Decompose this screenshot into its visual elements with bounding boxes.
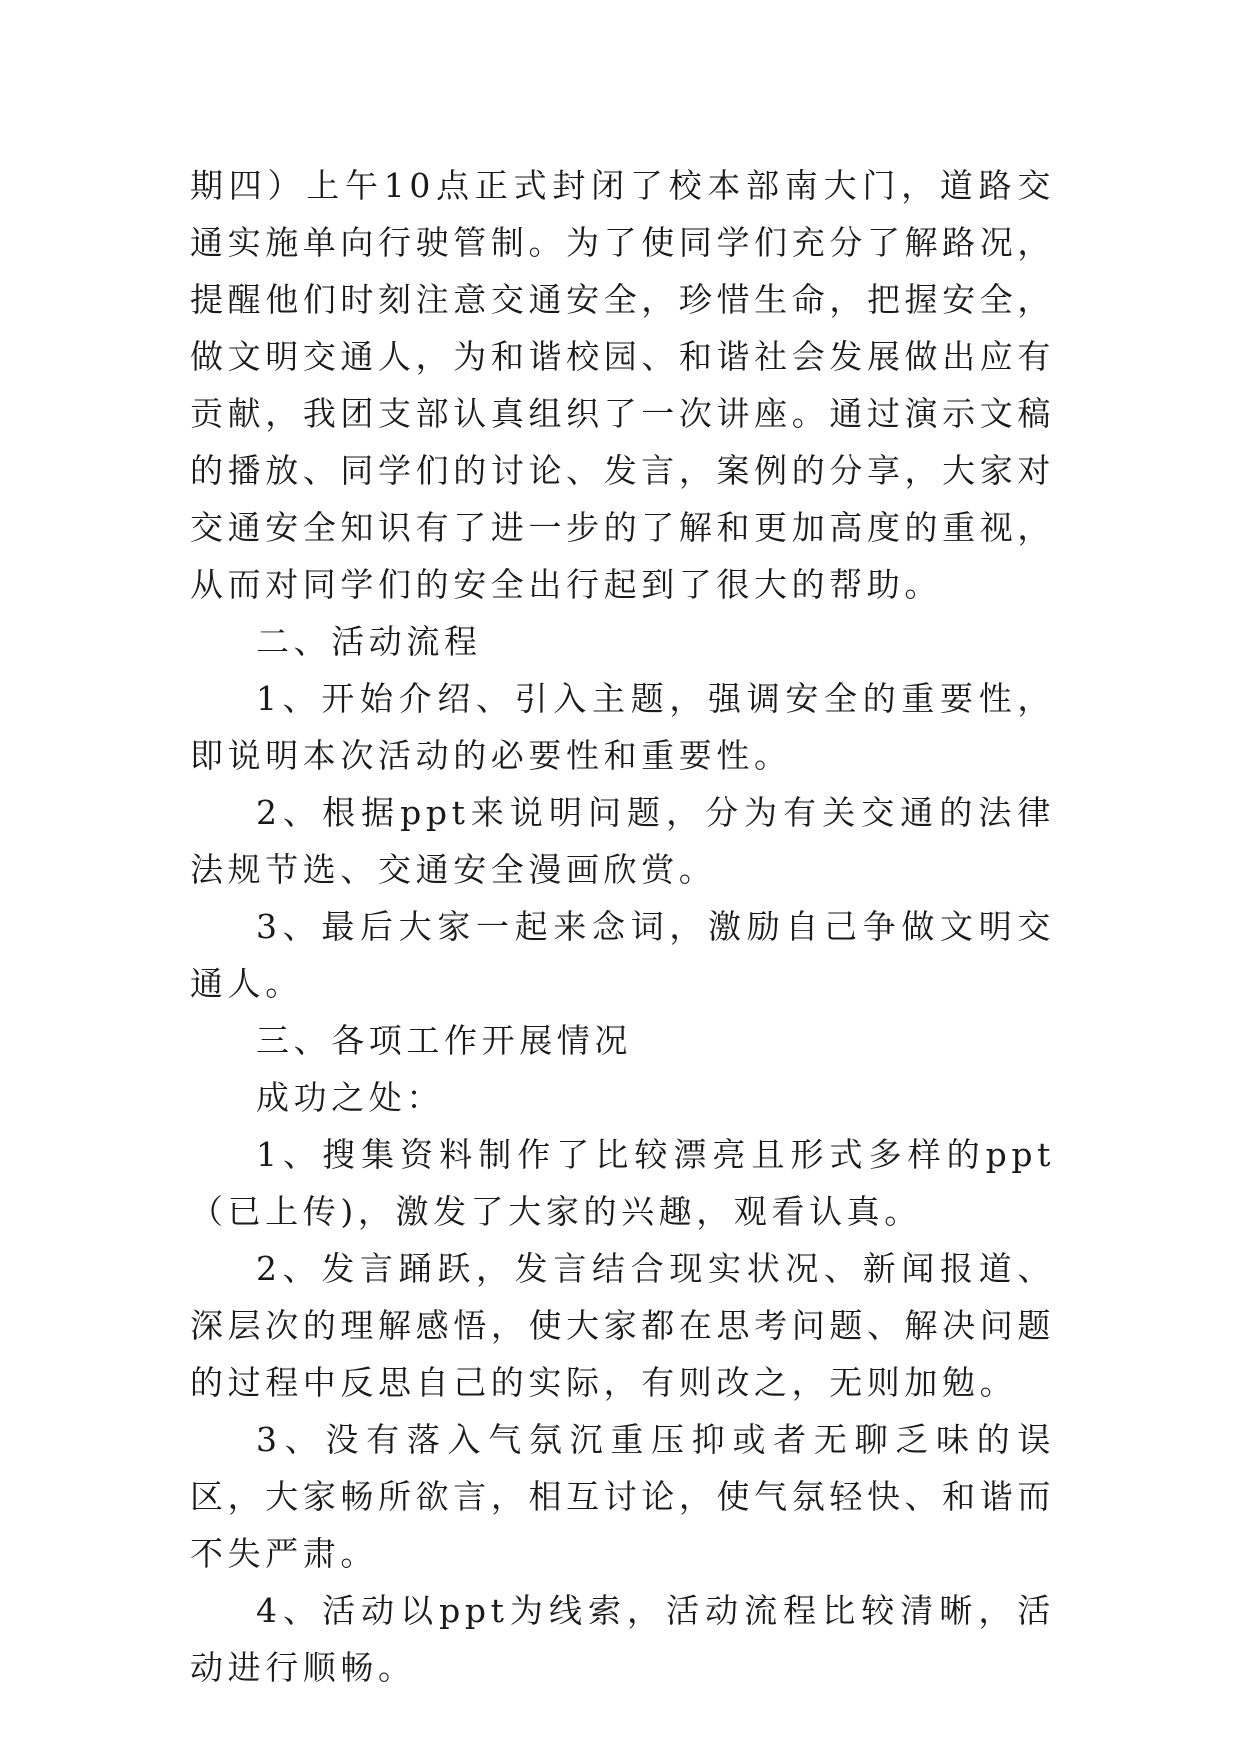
paragraph-process-2: 2、根据ppt来说明问题，分为有关交通的法律法规节选、交通安全漫画欣赏。 [190,793,1055,889]
paragraph-process-3: 3、最后大家一起来念词，激励自己争做文明交通人。 [190,907,1055,1003]
paragraph-intro: 期四）上午10点正式封闭了校本部南大门，道路交通实施单向行驶管制。为了使同学们充分了解路况，提醒他们时刻注意交通安全，珍惜生命，把握安全，做文明交通人，为和谐校园、和谐社会发展做出应有贡献，我团支部认真组织了一次讲座。通过演示文稿的播放、同学们的讨论、发言，案例的分享，大家对交通安全知识有了进一步的了解和更加高度的重视，从而对同学们的安全出行起到了很大的帮助。 [190,166,1055,604]
paragraph-success-3: 3、没有落入气氛沉重压抑或者无聊乏味的误区，大家畅所欲言，相互讨论，使气氛轻快、和谐而不失严肃。 [190,1420,1055,1573]
paragraph-process-1: 1、开始介绍、引入主题，强调安全的重要性，即说明本次活动的必要性和重要性。 [190,679,1055,775]
paragraph-success-2: 2、发言踊跃，发言结合现实状况、新闻报道、深层次的理解感悟，使大家都在思考问题、解决问题的过程中反思自己的实际，有则改之，无则加勉。 [190,1249,1055,1402]
paragraph-success-4: 4、活动以ppt为线索，活动流程比较清晰，活动进行顺畅。 [190,1591,1055,1687]
subheading-success: 成功之处： [256,1078,444,1117]
document-body [190,157,1055,1696]
paragraph-success-1: 1、搜集资料制作了比较漂亮且形式多样的ppt（已上传)，激发了大家的兴趣，观看认真。 [190,1135,1055,1231]
section-heading-process: 二、活动流程 [256,622,482,661]
section-heading-work: 三、各项工作开展情况 [256,1021,632,1060]
